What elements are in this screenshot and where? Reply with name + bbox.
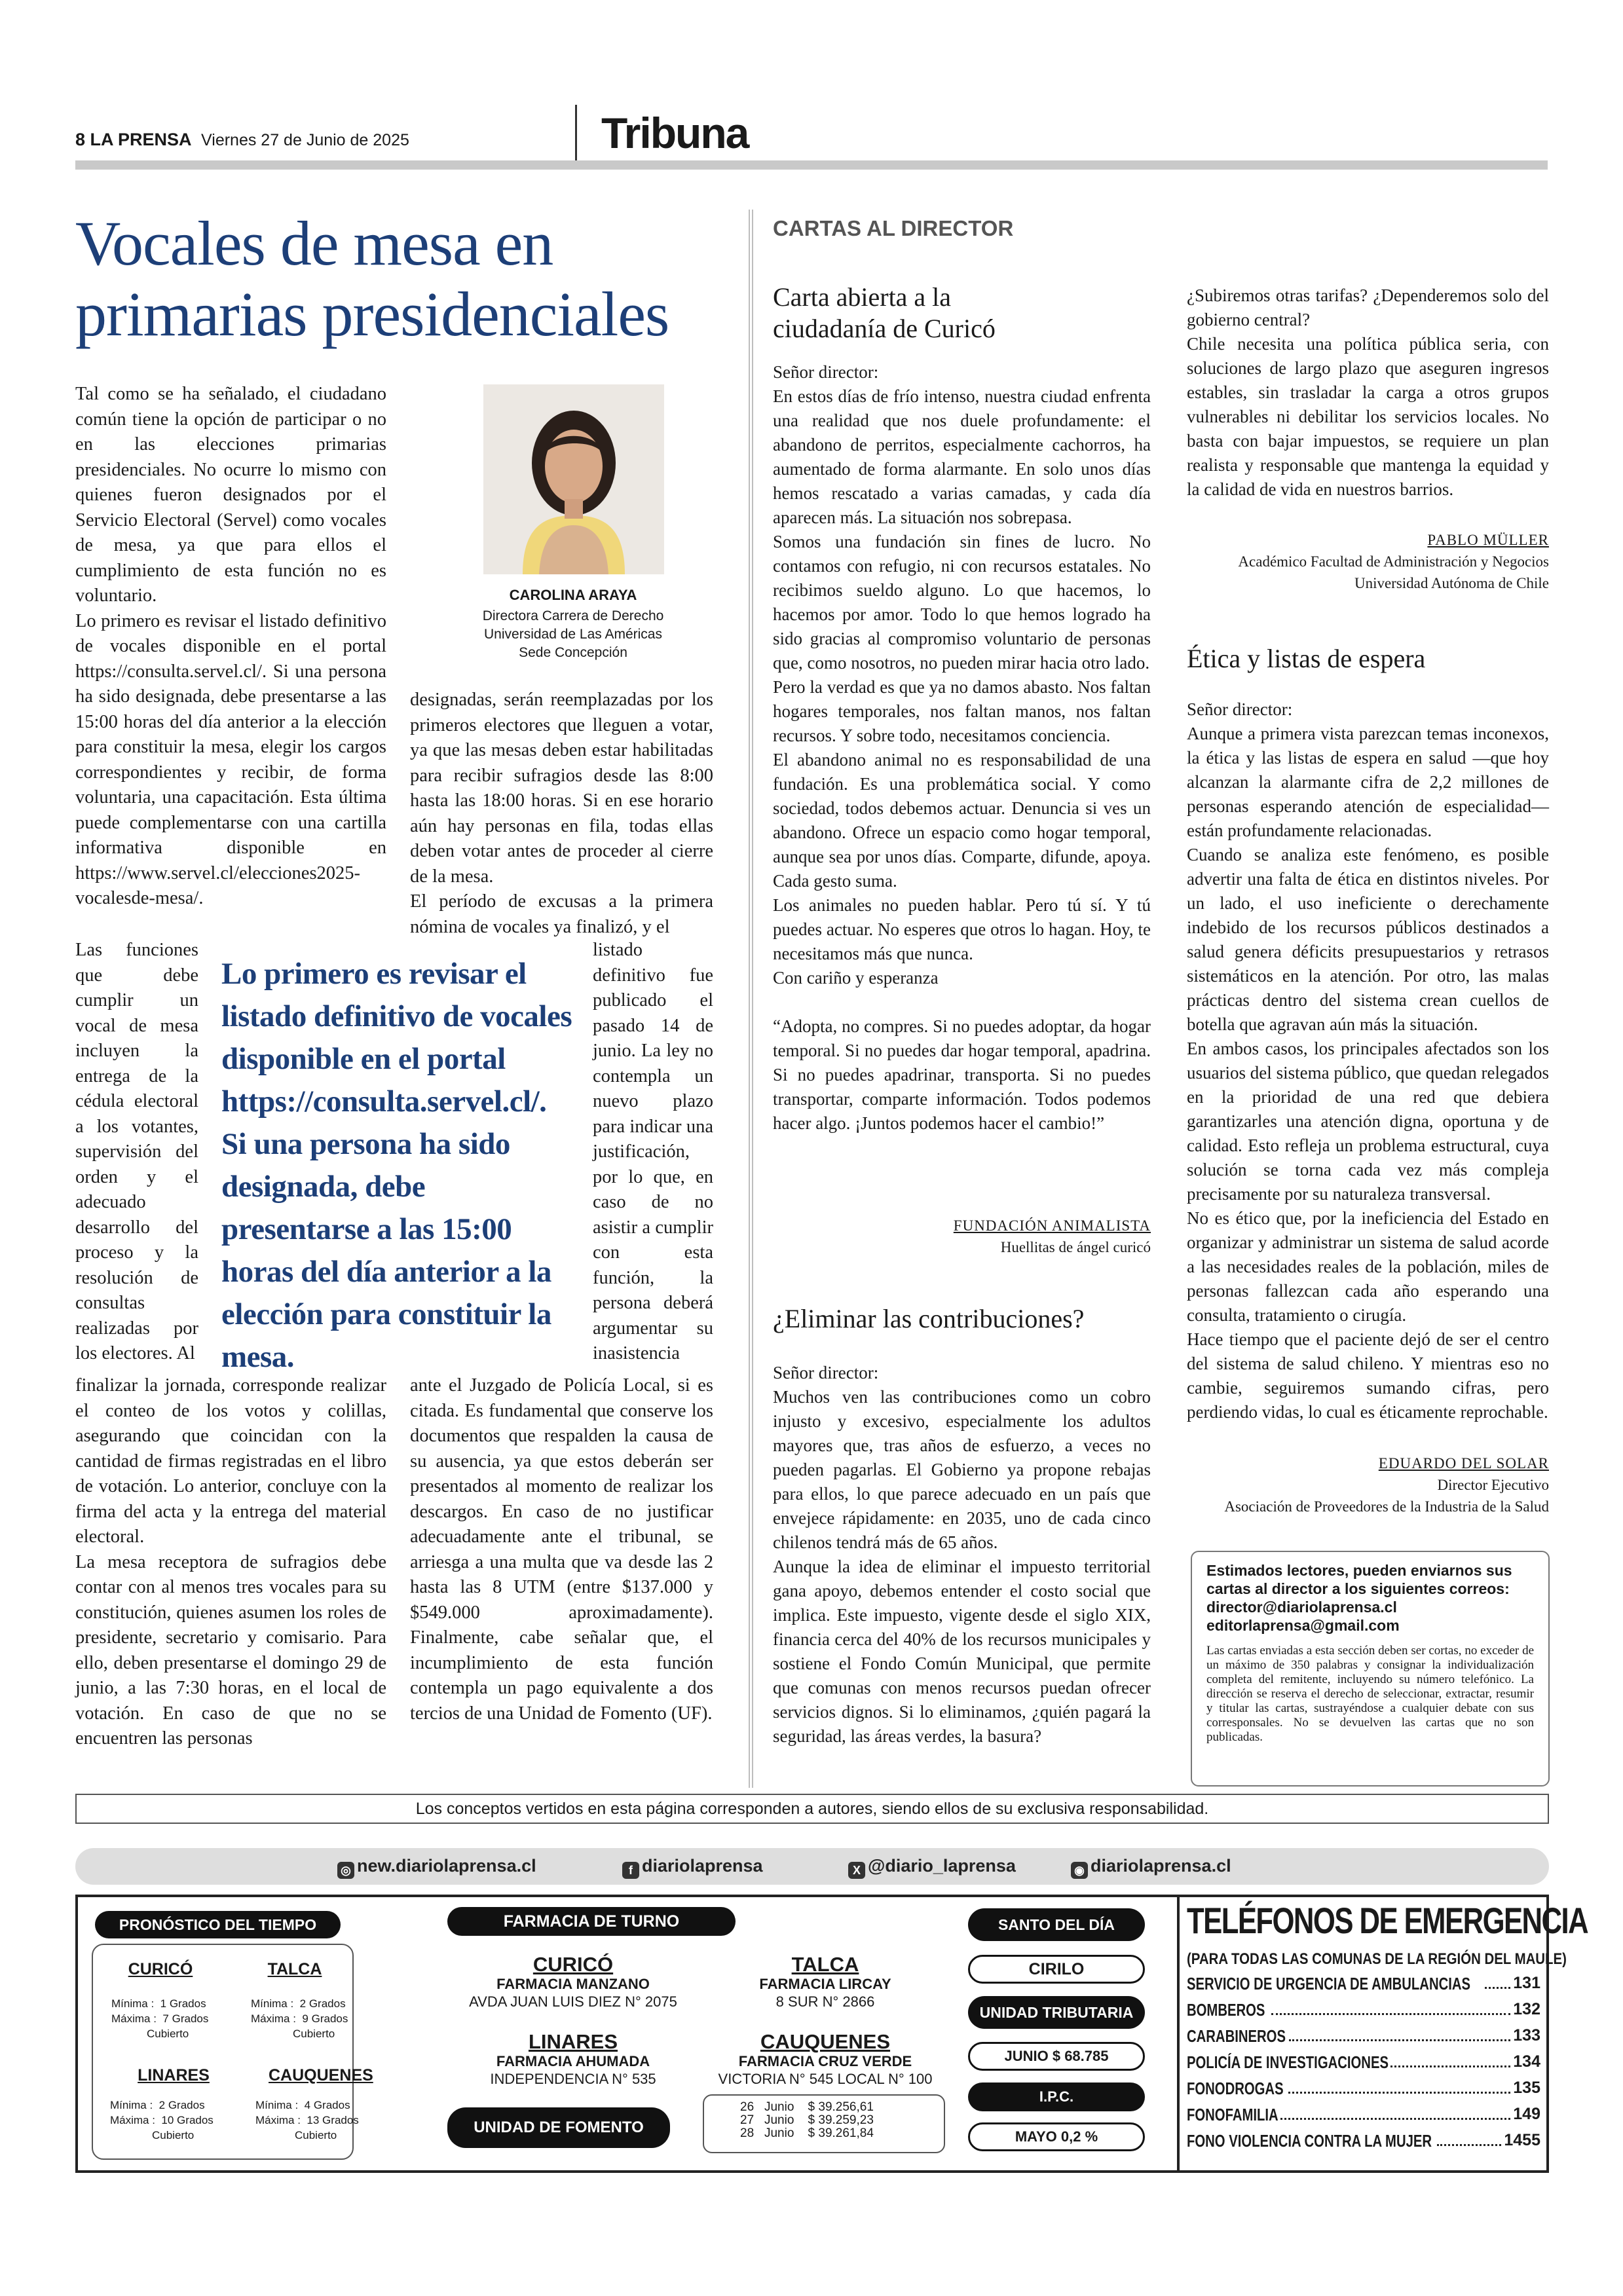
signer-org: Asociación de Proveedores de la Industria de la Salud <box>1224 1498 1549 1515</box>
emergency-label: FONO VIOLENCIA CONTRA LA MUJER <box>1187 2131 1432 2151</box>
column-divider <box>752 210 753 1788</box>
utm-value: JUNIO $ 68.785 <box>968 2042 1145 2071</box>
letter-title: Ética y listas de espera <box>1187 644 1426 673</box>
director-email[interactable]: director@diariolaprensa.cl <box>1206 1599 1397 1616</box>
leader-dots <box>1288 2079 1510 2094</box>
emergency-label: POLICÍA DE INVESTIGACIONES <box>1187 2052 1389 2072</box>
pharmacy-name: FARMACIA MANZANO <box>496 1976 650 1992</box>
weather-city: CURICÓ <box>128 1960 193 1978</box>
author-credentials <box>445 607 701 662</box>
leader-dots <box>1289 2026 1511 2041</box>
letter-paragraph: En estos días de frío intenso, nuestra ciudad enfrenta una realidad que nos duele profundamente: el abandono de perritos, especialmente cachorros, ha aumentado de forma alarmante. En solo unos días hemos rescatado a varias camadas, y cada día aparecen más. La situación nos sobrepasa. <box>773 386 1151 527</box>
letter-signature <box>1187 529 1549 594</box>
weather-city: TALCA <box>267 1960 322 1978</box>
emergency-number[interactable]: 131 <box>1513 1974 1540 1992</box>
pharmacy-city: CAUQUENES <box>760 2030 891 2053</box>
leader-dots <box>1485 1974 1510 1989</box>
x-text: @diario_laprensa <box>868 1856 1016 1876</box>
x-link[interactable] <box>848 1856 1016 1879</box>
uf-value: $ 39.261,84 <box>808 2126 874 2140</box>
instagram-text: diariolaprensa.cl <box>1091 1856 1231 1876</box>
author-role: Directora Carrera de Derecho <box>482 608 664 623</box>
letter-title: ¿Eliminar las contribuciones? <box>773 1304 1085 1333</box>
max-value: 13 Grados <box>307 2114 359 2126</box>
weather-city: LINARES <box>138 2066 210 2084</box>
letter-paragraph: Aunque a primera vista parezcan temas inconexos, la ética y las listas de espera en salud —que hoy alcanzan la alarmante cifra de 2,2 millones de personas esperando atención de especialidad— están profundamente relacionadas. <box>1187 724 1549 840</box>
weather-values <box>110 2098 214 2143</box>
min-value: 1 Grados <box>160 1997 206 2010</box>
emergency-label: CARABINEROS <box>1187 2026 1286 2046</box>
letter-paragraph: Chile necesita una política pública seria, con soluciones de largo plazo que aseguren ingresos estables, sin trasladar la carga a otros grupos vulnerables ni debilitar los servicios locales. No basta con bajar impuestos, se requiere un plan realista y responsable que mantenga la equidad y la calidad de vida en nuestros barrios. <box>1187 334 1549 499</box>
emergency-row <box>1187 2131 1540 2151</box>
article-paragraph: ante el Juzgado de Policía Local, si es citada. Es fundamental que conserve los documentos que respalden la causa de su ausencia, ya que estos deberán ser presentados al momento de realizar los descargos. En caso de no justificar adecuadamente ante el tribunal, se arriesga a una multa que va desde las 2 hasta las 8 UTM (entre $137.000 y $549.000 aproximadamente). Finalmente, cabe señalar que, el incumplimiento de esta función contempla un pago equivalente a dos tercios de una Unidad de Fomento (UF). <box>410 1375 713 1724</box>
column-divider <box>749 210 750 1788</box>
emergency-number[interactable]: 135 <box>1513 2079 1540 2097</box>
uf-month: Junio <box>764 2126 794 2140</box>
letter-paragraph: En ambos casos, los principales afectados son los usuarios del sistema público, que quedan relegados en la prioridad de una red que debiera garantizarles una atención digna, oportuna y de calidad. Esto refleja un problema estructural, cuya solución se torna cada vez más compleja precisamente por su naturaleza transversal. <box>1187 1039 1549 1204</box>
website-link[interactable] <box>337 1856 536 1879</box>
letter-body <box>773 1361 1151 1749</box>
article-paragraph: listado definitivo fue publicado el pasado 14 de junio. La ley no contempla un nuevo plazo para indicar una justificación, por lo que, en caso de no asistir a cumplir con esta función, la persona deberá argumentar su inasistencia <box>593 940 713 1363</box>
sky-value: Cubierto <box>147 2028 189 2040</box>
weather-city: CAUQUENES <box>269 2066 373 2084</box>
sky-value: Cubierto <box>295 2129 337 2141</box>
info-heading: Estimados lectores, pueden enviarnos sus cartas al director a los siguientes correos: <box>1206 1562 1512 1597</box>
globe-icon: ◎ <box>337 1862 354 1879</box>
emergency-label: FONOFAMILIA <box>1187 2105 1278 2124</box>
letter-signature <box>773 1215 1151 1258</box>
letter-paragraph: Los animales no pueden hablar. Pero tú sí. Y tú puedes actuar. No esperes que otros lo hagan. Hoy, te necesitamos más que nunca. <box>773 895 1151 963</box>
pharmacy-name: FARMACIA LIRCAY <box>759 1976 891 1992</box>
min-label: Mínima : <box>111 1997 155 2010</box>
emergency-row <box>1187 2105 1540 2125</box>
letter-body-cont <box>1187 284 1549 502</box>
emergency-number[interactable]: 149 <box>1513 2105 1540 2123</box>
pharmacy-address: AVDA JUAN LUIS DIEZ N° 2075 <box>469 1993 677 2010</box>
signer-name: FUNDACIÓN ANIMALISTA <box>953 1217 1151 1234</box>
santo-value: CIRILO <box>968 1955 1145 1984</box>
article-title <box>75 208 730 350</box>
max-value: 10 Grados <box>161 2114 214 2126</box>
article-body-col2-strip <box>593 938 713 1367</box>
letter-title: Carta abierta a la ciudadanía de Curicó <box>773 282 996 343</box>
letter-body <box>1187 697 1549 1424</box>
min-value: 4 Grados <box>304 2099 350 2111</box>
pharmacy-address: VICTORIA N° 545 LOCAL N° 100 <box>718 2071 933 2087</box>
min-label: Mínima : <box>110 2099 153 2111</box>
max-value: 9 Grados <box>302 2012 348 2025</box>
emergency-row <box>1187 2052 1540 2073</box>
weather-values <box>255 2098 359 2143</box>
disclaimer: Los conceptos vertidos en esta página corresponden a autores, siendo ellos de su exclusiva responsabilidad. <box>75 1794 1549 1824</box>
max-label: Máxima : <box>110 2114 155 2126</box>
facebook-link[interactable] <box>622 1856 763 1879</box>
pharmacy-city: CURICÓ <box>532 1953 614 1976</box>
ipc-value: MAYO 0,2 % <box>968 2122 1145 2151</box>
pharmacy-name: FARMACIA AHUMADA <box>496 2053 650 2069</box>
editor-email[interactable]: editorlaprensa@gmail.com <box>1206 1617 1400 1634</box>
article-paragraph: Lo primero es revisar el listado definitivo de vocales disponible en el portal https://consulta.servel.cl/. Si una persona ha sido designada, debe presentarse a las 15:00 horas del día anterior a la elección para constituir la mesa, elegir los cargos correspondientes y recibir, de forma voluntaria, una capacitación. Esta última puede complementarse con una cartilla informativa disponible en https://www.servel.cl/elecciones2025-vocalesde-mesa/. <box>75 610 386 908</box>
letter-salutation: Señor director: <box>773 1363 879 1382</box>
uf-value: $ 39.259,23 <box>808 2113 874 2127</box>
uf-row <box>740 2114 874 2127</box>
weather-title: PRONÓSTICO DEL TIEMPO <box>95 1911 341 1938</box>
sky-value: Cubierto <box>152 2129 195 2141</box>
signer-name: PABLO MÜLLER <box>1427 532 1549 548</box>
emergency-subtitle: (PARA TODAS LAS COMUNAS DE LA REGIÓN DEL MAULE) <box>1187 1950 1567 1968</box>
article-title-line: Vocales de mesa en <box>75 208 553 278</box>
page-folio <box>75 130 409 150</box>
weather-values <box>251 1996 348 2041</box>
signer-role: Director Ejecutivo <box>1437 1477 1549 1493</box>
article-body-col1-bottom <box>75 1373 386 1752</box>
pharmacy-address: 8 SUR N° 2866 <box>775 1993 875 2010</box>
letter-paragraph: “Adopta, no compres. Si no puedes adoptar, da hogar temporal. Si no puedes dar hogar temporal, apadrina. Si no puedes apadrinar, transporta. Si no puedes transportar, comparte información. Todos podemos hacer algo. ¡Juntos podemos hacer el cambio!” <box>773 1016 1151 1133</box>
leader-dots <box>1271 2000 1510 2015</box>
min-label: Mínima : <box>251 1997 294 2010</box>
min-label: Mínima : <box>255 2099 299 2111</box>
emergency-label: SERVICIO DE URGENCIA DE AMBULANCIAS <box>1187 1974 1471 1993</box>
instagram-link[interactable] <box>1071 1856 1231 1879</box>
article-body-col1 <box>75 382 386 912</box>
article-body-col1-strip <box>75 938 198 1367</box>
emergency-title: TELÉFONOS DE EMERGENCIA <box>1187 1900 1588 1941</box>
uf-value: $ 39.256,61 <box>808 2100 874 2114</box>
letter-paragraph: Hace tiempo que el paciente dejó de ser el centro del sistema de salud chileno. Y mientras eso no cambie, seguiremos sumando cifras, pero perdiendo vidas, lo cual es éticamente reprochable. <box>1187 1329 1549 1422</box>
uf-day: 27 <box>740 2113 755 2127</box>
letter-paragraph: Pero la verdad es que ya no damos abasto. Nos faltan hogares temporales, nos faltan manos, nos faltan recursos. Y sobre todo, necesitamos conciencia. <box>773 677 1151 745</box>
instagram-icon: ◉ <box>1071 1862 1088 1879</box>
article-paragraph: La mesa receptora de sufragios debe contar con al menos tres vocales para su constitución, quienes asumen los roles de presidente, secretario y comisario. Para ello, deben presentarse el domingo 29 de junio, a las 7:30 horas, en el local de votación. En caso de que no se encuentren las personas <box>75 1551 386 1749</box>
weather-values <box>111 1996 208 2041</box>
max-label: Máxima : <box>111 2012 157 2025</box>
letter-signature <box>1187 1453 1549 1517</box>
uf-day: 28 <box>740 2126 755 2140</box>
pharmacy-name: FARMACIA CRUZ VERDE <box>738 2053 912 2069</box>
leader-dots <box>1437 2131 1502 2146</box>
article-paragraph: Las funciones que debe cumplir un vocal de mesa incluyen la entrega de la cédula electoral a los votantes, supervisión del orden y el adecuado desarrollo del proceso y la resolución de consultas realizadas por los electores. Al <box>75 940 198 1363</box>
letter-paragraph: Con cariño y esperanza <box>773 968 939 988</box>
uf-day: 26 <box>740 2100 755 2114</box>
ipc-label: I.P.C. <box>968 2083 1145 2111</box>
letter-salutation: Señor director: <box>1187 699 1293 719</box>
author-photo <box>483 384 664 574</box>
uf-row <box>740 2127 874 2140</box>
sky-value: Cubierto <box>293 2028 335 2040</box>
issue-date: Viernes 27 de Junio de 2025 <box>201 131 409 149</box>
header-divider <box>575 105 577 164</box>
x-icon: X <box>848 1862 865 1879</box>
signer-org: Académico Facultad de Administración y Negocios <box>1238 553 1549 570</box>
article-title-line: primarias presidenciales <box>75 279 669 349</box>
pharmacy-city: TALCA <box>791 1953 859 1976</box>
uf-month: Junio <box>764 2100 794 2114</box>
letter-body <box>773 360 1151 1136</box>
utm-label: UNIDAD TRIBUTARIA <box>968 1996 1145 2029</box>
author-institution: Universidad de Las Américas <box>484 627 662 642</box>
social-bar <box>75 1848 1549 1885</box>
min-value: 2 Grados <box>299 1997 346 2010</box>
article-paragraph: El período de excusas a la primera nómina de vocales ya finalizó, y el <box>410 891 713 937</box>
leader-dots <box>1280 2105 1510 2120</box>
leader-dots <box>1390 2052 1510 2067</box>
emergency-row <box>1187 2000 1540 2020</box>
emergency-label: BOMBEROS <box>1187 2000 1265 2020</box>
pharmacy-address: INDEPENDENCIA N° 535 <box>490 2071 656 2087</box>
uf-row <box>740 2101 874 2114</box>
letters-info-box <box>1191 1551 1550 1787</box>
header-rule <box>75 160 1548 170</box>
signer-org: Universidad Autónoma de Chile <box>1354 575 1549 591</box>
article-paragraph: designadas, serán reemplazadas por los primeros electores que lleguen a votar, ya que las mesas deben estar habilitadas para recibir sufragios desde las 8:00 hasta las 18:00 horas. Si en ese horario aún hay personas en fila, todas ellas deben votar antes de proceder al cierre de la mesa. <box>410 690 713 887</box>
signer-name: EDUARDO DEL SOLAR <box>1378 1455 1549 1472</box>
section-heading: CARTAS AL DIRECTOR <box>773 216 1014 240</box>
info-rules: Las cartas enviadas a esta sección deben ser cortas, no exceder de un máximo de 350 palabras y consignar la individualización completa del remitente, incluyendo su número telefónico. La dirección se reserva el derecho de seleccionar, extractar, resumir y titular las cartas, sustrayéndose a cualquier debate con sus corresponsales. No se devuelven las cartas que no son publicadas. <box>1206 1644 1534 1744</box>
article-paragraph: finalizar la jornada, corresponde realizar el conteo de los votos y colillas, asegurando que coincidan con la cantidad de firmas registradas en el libro de votación. Lo anterior, concluye con la firma del acta y la entrega del material electoral. <box>75 1375 386 1547</box>
section-name: Tribuna <box>601 109 749 157</box>
facebook-icon: f <box>622 1862 639 1879</box>
max-label: Máxima : <box>255 2114 301 2126</box>
pharmacy-title: FARMACIA DE TURNO <box>447 1907 736 1936</box>
pull-quote: Lo primero es revisar el listado definitivo de vocales disponible en el portal https://consulta.servel.cl/. Si una persona ha sido designada, debe presentarse a las 15:00 horas del día anterior a la elección para constituir la mesa. <box>221 957 572 1374</box>
emergency-row <box>1187 1974 1540 1994</box>
emergency-row <box>1187 2026 1540 2046</box>
signer-org: Huellitas de ángel curicó <box>1000 1239 1151 1255</box>
author-campus: Sede Concepción <box>519 645 627 660</box>
letter-paragraph: Muchos ven las contribuciones como un cobro injusto y excesivo, especialmente los adultos mayores que, tras años de esfuerzo, a veces no pueden pagarlas. El Gobierno ya propone rebajas para ellos, lo que parece adecuado en un país que envejece rápidamente: en 2035, uno de cada cinco chilenos tendrá más de 65 años. <box>773 1387 1151 1552</box>
emergency-number[interactable]: 132 <box>1513 2000 1540 2018</box>
letter-paragraph: Cuando se analiza este fenómeno, es posible advertir una falta de ética en distintos niveles. Por un lado, el uso ineficiente o derechamente indebido de los recursos públicos destinados a salud genera déficits presupuestarios y retrasos sistemáticos en la atención. Por otro, las malas prácticas dentro del sistema crean cuellos de botella que agravan aún más la situación. <box>1187 845 1549 1034</box>
emergency-label: FONODROGAS <box>1187 2079 1284 2098</box>
page-brand: 8 LA PRENSA <box>75 130 191 149</box>
author-name: CAROLINA ARAYA <box>509 587 637 603</box>
letter-paragraph: Aunque la idea de eliminar el impuesto territorial gana apoyo, debemos entender el costo social que implica. Este impuesto, vigente desde el siglo XIX, financia cerca del 40% de los recursos municipales y sostiene el Fondo Común Municipal, que permite que comunas con menos recursos puedan ofrecer servicios dignos. Si lo eliminamos, ¿quién pagará la seguridad, las áreas verdes, la basura? <box>773 1557 1151 1746</box>
pharmacy-city: LINARES <box>528 2030 618 2053</box>
letter-paragraph: Somos una fundación sin fines de lucro. No contamos con refugio, ni con recursos estatales. No recibimos sueldo alguno. Lo que hacemos, lo hacemos por amor. Todo lo que hemos logrado ha sido gracias al compromiso voluntario de personas que, como nosotros, no pueden mirar hacia otro lado. <box>773 532 1151 673</box>
letter-paragraph: ¿Subiremos otras tarifas? ¿Dependeremos solo del gobierno central? <box>1187 286 1549 329</box>
uf-table <box>740 2101 874 2140</box>
max-value: 7 Grados <box>162 2012 209 2025</box>
letter-paragraph: El abandono animal no es responsabilidad de una fundación. Es una problemática social. Y como sociedad, todos debemos actuar. Denuncia si ves un abandono. Ofrece un espacio como hogar temporal, aunque sea por unos días. Comparte, difunde, apoya. Cada gesto suma. <box>773 750 1151 891</box>
emergency-row <box>1187 2079 1540 2099</box>
letter-paragraph: No es ético que, por la ineficiencia del Estado en organizar y administrar un sistema de salud acorde a las necesidades reales de la población, miles de personas fallezcan cada año esperando una consulta, tratamiento o cirugía. <box>1187 1208 1549 1325</box>
uf-month: Junio <box>764 2113 794 2127</box>
emergency-number[interactable]: 1455 <box>1504 2131 1540 2149</box>
article-paragraph: Tal como se ha señalado, el ciudadano común tiene la opción de participar o no en las elecciones primarias presidenciales. No ocurre lo mismo con quienes fueron designados por el Servicio Electoral (Servel) como vocales de mesa, ya que para ellos el cumplimiento de esta función no es voluntario. <box>75 384 386 606</box>
uf-title: UNIDAD DE FOMENTO <box>447 2107 670 2148</box>
max-label: Máxima : <box>251 2012 296 2025</box>
article-body-col2 <box>410 688 713 940</box>
min-value: 2 Grados <box>159 2099 205 2111</box>
letter-salutation: Señor director: <box>773 362 879 382</box>
website-text: new.diariolaprensa.cl <box>357 1856 536 1876</box>
emergency-number[interactable]: 133 <box>1513 2026 1540 2045</box>
santo-label: SANTO DEL DÍA <box>968 1908 1145 1941</box>
emergency-number[interactable]: 134 <box>1513 2052 1540 2071</box>
article-body-col2-bottom <box>410 1373 713 1726</box>
facebook-text: diariolaprensa <box>642 1856 763 1876</box>
